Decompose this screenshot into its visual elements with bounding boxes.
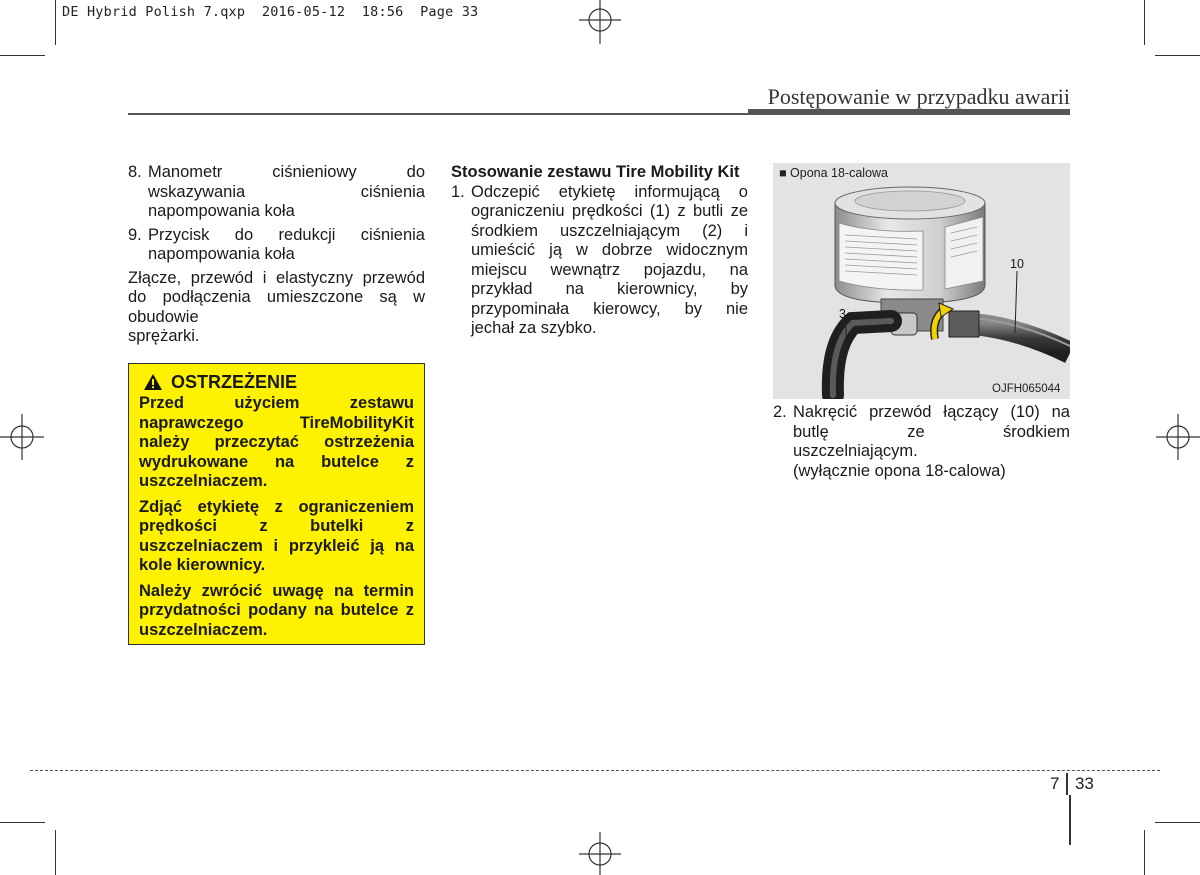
step-text-end: uszczelniającym. (793, 442, 918, 460)
list-text: Przycisk do redukcji ciśnienia (148, 225, 425, 244)
column-left (128, 163, 425, 353)
warning-triangle-icon (143, 373, 163, 391)
print-slug: DE Hybrid Polish 7.qxp 2016-05-12 18:56 Page 33 (62, 4, 479, 20)
warning-text-2: Zdjąć etykietę z ograniczeniem prędkości z butelki z uszczelniaczem i przykleić ją na kole kierownicy. (139, 497, 414, 574)
paragraph-text-end: sprężarki. (128, 327, 200, 345)
list-text-end: napompowania koła (148, 245, 295, 263)
column-right (773, 403, 1070, 481)
step-text-end: jechał za szybko. (471, 319, 597, 337)
list-item-9 (128, 226, 425, 265)
step-number: 1. (451, 182, 465, 201)
step-text: Odczepić etykietę informującą o ograniczeniu prędkości (1) z butli ze środkiem uszczelniającym (2) i umieścić ją w dobrze widocznym miejscu wewnątrz pojazdu, na przykład na kierownicy, by przypominała kierowcy, by nie (471, 182, 748, 318)
sealant-bottle-illustration (773, 163, 1070, 399)
warning-title: OSTRZEŻENIE (171, 372, 298, 392)
callout-label-3: 3 (839, 307, 846, 321)
section-title: Postępowanie w przypadku awarii (767, 84, 1070, 109)
figure-caption: ■ Opona 18-calowa (779, 166, 889, 180)
list-text-end: napompowania koła (148, 202, 295, 220)
step-text: Nakręcić przewód łączący (10) na butlę ze środkiem (793, 403, 1070, 441)
section-heading: Stosowanie zestawu Tire Mobility Kit (451, 163, 740, 181)
page-number-value: 33 (1074, 774, 1094, 793)
step-number: 2. (773, 403, 787, 421)
list-text: Manometr ciśnieniowy do wskazywania ciśnienia (148, 163, 425, 201)
page-number (1050, 773, 1094, 795)
header-rule-accent (748, 109, 1070, 115)
step-note: (wyłącznie opona 18-calowa) (793, 461, 1006, 480)
registration-mark-bottom (575, 832, 625, 875)
list-item-8 (128, 163, 425, 222)
step-1 (451, 183, 748, 339)
warning-text-1: Przed użyciem zestawu naprawczego TireMobilityKit należy przeczytać ostrzeżenia wydrukowane na butelce z uszczelniaczem. (139, 394, 414, 490)
registration-mark-left (0, 412, 44, 462)
footer-rule (30, 770, 1160, 771)
registration-mark-right (1156, 412, 1200, 462)
page-number-divider (1066, 773, 1068, 795)
list-number: 9. (128, 225, 142, 244)
step-2 (773, 403, 1070, 481)
body-paragraph (128, 269, 425, 347)
paragraph-text: Złącze, przewód i elastyczny przewód do podłączenia umieszczone są w obudowie (128, 268, 425, 326)
column-middle (451, 163, 748, 339)
sealant-bottle-drawing (773, 163, 1070, 399)
registration-mark-top (575, 0, 625, 44)
footer-vertical-rule (1069, 795, 1071, 845)
header-rule (128, 113, 748, 115)
chapter-number: 7 (1050, 774, 1060, 793)
warning-box (128, 363, 425, 645)
callout-label-10: 10 (1010, 257, 1024, 271)
figure-code: OJFH065044 (992, 383, 1061, 395)
warning-heading (143, 370, 414, 394)
warning-text-3: Należy zwrócić uwagę na termin przydatności podany na butelce z uszczelniaczem. (139, 581, 414, 639)
list-number: 8. (128, 163, 142, 181)
